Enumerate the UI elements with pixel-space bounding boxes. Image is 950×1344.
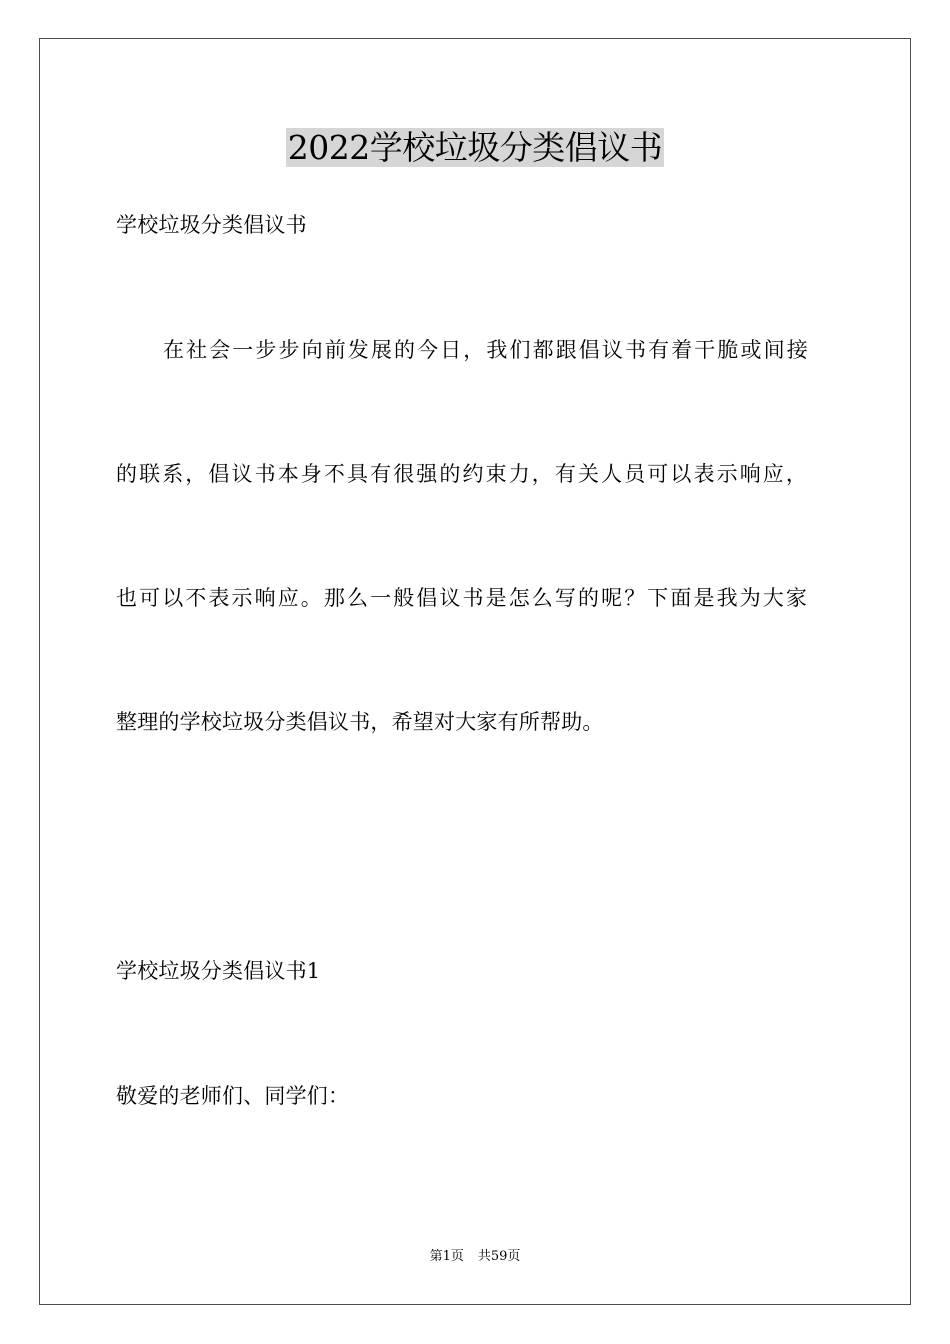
page-number: 第1页: [429, 1249, 464, 1264]
page-total: 共59页: [477, 1249, 521, 1264]
section-heading: 学校垃圾分类倡议书1: [116, 959, 321, 983]
intro-line-4: 整理的学校垃圾分类倡议书，希望对大家有所帮助。: [116, 710, 604, 734]
page-footer: [0, 1248, 950, 1266]
document-title: [0, 126, 950, 170]
document-subtitle: 学校垃圾分类倡议书: [116, 213, 307, 237]
intro-line-3: 也可以不表示响应。那么一般倡议书是怎么写的呢？下面是我为大家: [116, 586, 809, 610]
intro-line-1: 在社会一步步向前发展的今日，我们都跟倡议书有着干脆或间接: [163, 338, 810, 362]
document-title-text: 2022学校垃圾分类倡议书: [287, 128, 663, 167]
intro-line-2: 的联系，倡议书本身不具有很强的约束力，有关人员可以表示响应，: [116, 462, 809, 486]
greeting-line: 敬爱的老师们、同学们：: [116, 1084, 350, 1108]
